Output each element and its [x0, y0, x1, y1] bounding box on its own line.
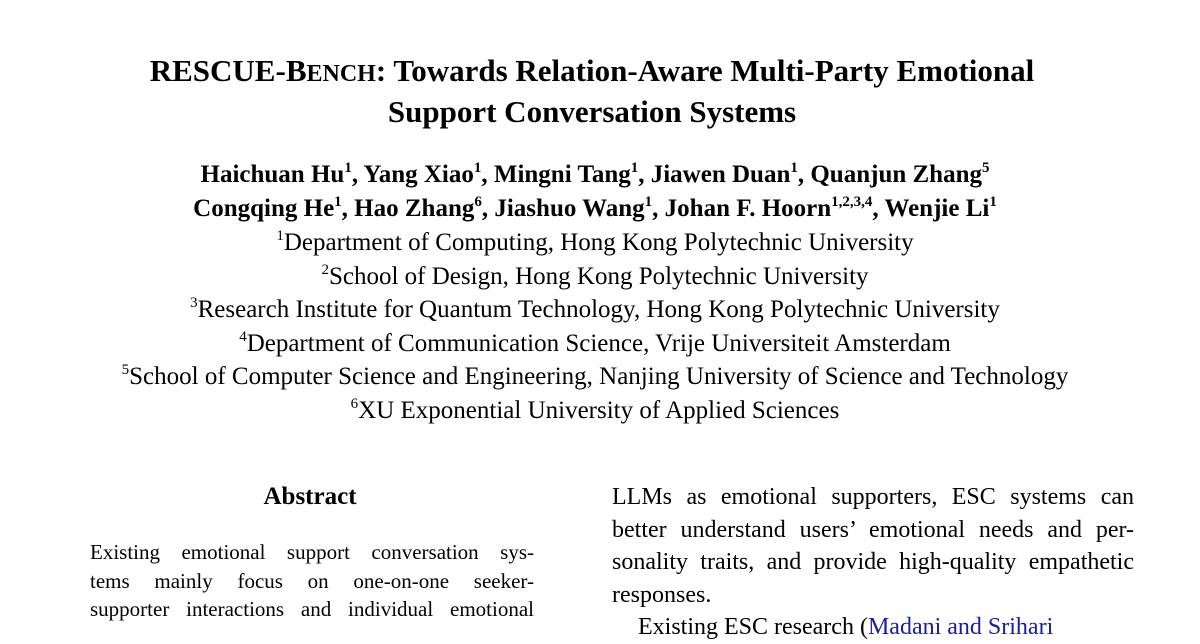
author-affiliation-mark: 6: [474, 194, 482, 210]
title-rest-line-1: : Towards Relation-Aware Multi-Party Emotional: [375, 53, 1035, 88]
affiliation-number: 4: [239, 328, 247, 345]
abstract-line: supporter interactions and individual emotional: [90, 597, 534, 621]
author-separator: ,: [638, 161, 651, 188]
author-affiliation-mark: 1: [644, 194, 653, 210]
abstract-heading: Abstract: [263, 483, 357, 510]
abstract-line: Existing emotional support conversation sys-: [90, 540, 534, 564]
title-line-2: Support Conversation Systems: [387, 94, 797, 129]
author-separator: ,: [652, 195, 665, 222]
author-line-2: [0, 192, 1190, 226]
author-affiliation-mark: 1,2,3,4: [831, 194, 873, 210]
affiliation-text: School of Computer Science and Engineering, Nanjing University of Science and Technology: [129, 363, 1069, 391]
abstract-line: tems mainly focus on one-on-one seeker-: [90, 568, 534, 593]
affiliation-number: 6: [350, 395, 359, 412]
body-text: Existing ESC research (: [638, 614, 868, 640]
title-bench-escue: ESCUE-: [172, 53, 286, 88]
affiliation-text: Research Institute for Quantum Technology, Hong Kong Polytechnic University: [197, 296, 1000, 324]
author-list: [0, 158, 1190, 226]
author-name: Wenjie Li: [884, 195, 990, 222]
author-separator: ,: [341, 195, 355, 222]
affiliation-item: [0, 293, 1190, 327]
affiliation-text: XU Exponential University of Applied Sciences: [358, 396, 840, 424]
author-affiliation-mark: 1: [344, 160, 352, 176]
author-affiliation-mark: 1: [473, 160, 482, 176]
affiliation-number: 3: [190, 295, 198, 312]
author-name: Hao Zhang: [354, 195, 475, 222]
author-affiliation-mark: 1: [630, 160, 639, 176]
body-line: better understand users’ emotional needs and per-: [612, 516, 1134, 543]
author-name: Quanjun Zhang: [810, 161, 982, 188]
affiliation-item: [0, 394, 1190, 428]
body-line: sonality traits, and provide high-quality empathetic: [612, 549, 1134, 575]
body-line: responses.: [612, 581, 712, 608]
title-bench-r: R: [149, 53, 173, 88]
author-affiliation-mark: 5: [981, 160, 990, 176]
author-name: Haichuan Hu: [200, 161, 345, 188]
body-line: LLMs as emotional supporters, ESC systems can: [612, 484, 1134, 510]
body-line-partial: [612, 611, 1134, 644]
author-name: Yang Xiao: [363, 161, 474, 188]
affiliation-number: 1: [276, 228, 284, 244]
author-name: Jiashuo Wang: [494, 195, 645, 222]
author-separator: ,: [481, 195, 495, 222]
title-bench-ench: ENCH: [306, 61, 376, 87]
author-name: Jiawen Duan: [650, 161, 791, 188]
author-affiliation-mark: 1: [790, 160, 798, 176]
affiliation-text: Department of Computing, Hong Kong Polytechnic University: [283, 229, 914, 256]
author-line-1: [0, 158, 1190, 192]
author-separator: ,: [481, 161, 494, 188]
citation-link[interactable]: Madani and Srihari: [867, 614, 1054, 640]
abstract-body: [90, 538, 534, 624]
affiliation-item: [0, 327, 1190, 361]
author-separator: ,: [797, 161, 811, 188]
paper-title: [0, 52, 1184, 131]
title-bench-b: B: [285, 53, 307, 88]
title-line-1: [0, 52, 1184, 93]
author-name: Congqing He: [193, 195, 335, 222]
author-name: Johan F. Hoorn: [664, 195, 832, 222]
affiliation-item: [0, 360, 1190, 394]
affiliation-number: 2: [321, 261, 329, 278]
author-separator: ,: [872, 195, 885, 222]
author-affiliation-mark: 1: [989, 194, 997, 210]
affiliation-item: [0, 226, 1190, 260]
affiliation-text: Department of Communication Science, Vrije Universiteit Amsterdam: [246, 329, 951, 357]
affiliation-number: 5: [121, 362, 130, 379]
affiliation-text: School of Design, Hong Kong Polytechnic University: [328, 262, 869, 290]
author-name: Mingni Tang: [493, 161, 631, 188]
affiliation-list: [0, 226, 1190, 428]
author-separator: ,: [351, 161, 364, 188]
author-affiliation-mark: 1: [334, 194, 342, 210]
affiliation-item: [0, 260, 1190, 294]
body-column-right: [612, 481, 1134, 644]
